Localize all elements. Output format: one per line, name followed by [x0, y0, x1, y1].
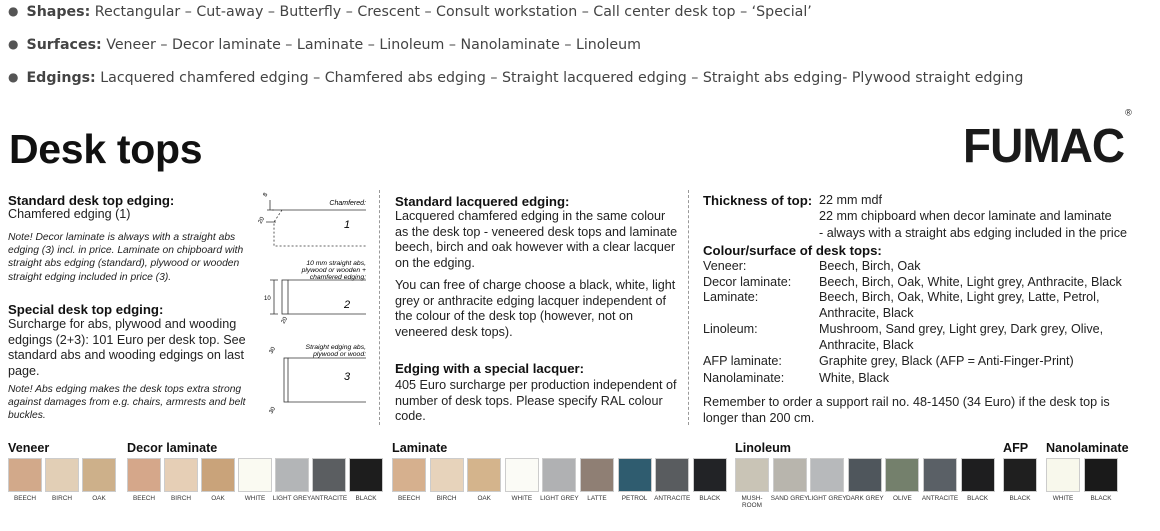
swatch-label: BIRCH: [52, 495, 72, 502]
bullet-text: Rectangular – Cut-away – Butterfly – Crescent – Consult workstation – Call center desk top – ‘Special’: [94, 4, 812, 20]
dim-2a: 10: [264, 296, 271, 302]
profile-3: [284, 358, 366, 402]
swatch-label: ANTRACITE: [654, 495, 691, 502]
colour-row-key: Laminate:: [703, 290, 759, 304]
dim-4: 30: [268, 406, 278, 415]
colour-swatch: [238, 458, 272, 492]
swatch-label: LIGHT GREY: [807, 495, 847, 502]
bullet-shapes: [8, 4, 812, 20]
colour-row-value: Beech, Birch, Oak: [819, 259, 921, 273]
column-divider: [688, 190, 689, 425]
colour-swatch: [275, 458, 309, 492]
special-edging-text: Surcharge for abs, plywood and wooding edgings (2+3): 101 Euro per desk top. See standard abs and wooding edgings on last page.: [8, 317, 246, 378]
special-edging-heading: Special desk top edging:: [8, 302, 164, 317]
dim-1a: 8: [262, 192, 270, 198]
lacquered-edging-text-2: You can free of charge choose a black, white, light grey or anthracite edging lacquer independent of the colour of the desk top (however, not on veneered desk tops).: [395, 278, 676, 339]
colour-swatch: [505, 458, 539, 492]
fumac-logo: [963, 106, 1131, 174]
colour-row-key: Linoleum:: [703, 322, 758, 336]
colour-row-value: Beech, Birch, Oak, White, Light grey, Latte, Petrol,: [819, 290, 1100, 304]
swatch-label: BIRCH: [171, 495, 191, 502]
swatch-group-title: Linoleum: [735, 441, 791, 455]
swatch-label: BIRCH: [436, 495, 457, 502]
swatch-label: PETROL: [621, 495, 648, 502]
dim-3: 30: [268, 346, 278, 355]
colour-swatch: [392, 458, 426, 492]
colour-swatch: [82, 458, 116, 492]
colour-swatch: [542, 458, 576, 492]
lacquered-edging-text: Lacquered chamfered edging in the same colour as the desk top - veneered desk tops and laminate beech, birch and oak however with a clear lacquer on the edging.: [395, 209, 678, 270]
thickness-value-3: - always with a straight abs edging included in the price: [819, 226, 1128, 240]
swatch-label: LIGHT GREY: [272, 495, 312, 502]
swatch-label: LATTE: [587, 495, 607, 502]
colour-swatch: [655, 458, 689, 492]
profile-2: [270, 280, 366, 314]
standard-edging-note: Note! Decor laminate is always with a straight abs edging (3) incl. in price. Laminate on chipboard with straight abs edging (standard), plywood or wooden straight edging included in price (3).: [8, 232, 244, 283]
registered-mark: ®: [1125, 106, 1131, 118]
special-lacquer-heading: Edging with a special lacquer:: [395, 361, 585, 376]
swatch-group-title: Veneer: [8, 441, 50, 455]
colour-row-key: AFP laminate:: [703, 354, 782, 368]
colour-swatch: [467, 458, 501, 492]
swatch-label: DARK GREY: [845, 495, 884, 502]
bullet-text: Veneer – Decor laminate – Laminate – Linoleum – Nanolaminate – Linoleum: [106, 37, 641, 53]
column-divider: [379, 190, 380, 425]
profile-2-number: 2: [344, 299, 351, 311]
page-title: Desk tops: [9, 126, 203, 172]
swatch-group-title: Decor laminate: [127, 441, 218, 455]
colour-row-key: Decor laminate:: [703, 275, 792, 289]
standard-edging-heading: Standard desk top edging:: [8, 193, 175, 208]
colour-swatch: [45, 458, 79, 492]
colour-row-value: Mushroom, Sand grey, Light grey, Dark grey, Olive,: [819, 322, 1104, 336]
support-rail-note: Remember to order a support rail no. 48-1450 (34 Euro) if the desk top is longer than 200 cm.: [703, 395, 1110, 425]
profile-1-number: 1: [344, 219, 351, 231]
swatch-label: BLACK: [699, 495, 721, 502]
colour-row-key: Veneer:: [703, 259, 747, 273]
colour-row-value: Beech, Birch, Oak, White, Light grey, Anthracite, Black: [819, 275, 1122, 289]
colour-swatch: [773, 458, 807, 492]
swatch-label: LIGHT GREY: [540, 495, 579, 502]
colour-swatch: [349, 458, 383, 492]
profile-3-label-b: plywood or wood:: [313, 351, 366, 358]
colour-row-value: Anthracite, Black: [819, 306, 914, 320]
swatch-label: WHITE: [244, 495, 266, 502]
colour-swatch: [923, 458, 957, 492]
profile-3-number: 3: [344, 371, 351, 383]
profile-2-label-a: 10 mm straight abs,: [306, 260, 366, 267]
swatch-label: ANTRACITE: [921, 495, 959, 502]
lacquered-edging-heading: Standard lacquered edging:: [395, 194, 570, 209]
colour-row-value: White, Black: [819, 371, 889, 385]
bullet-text: Lacquered chamfered edging – Chamfered abs edging – Straight lacquered edging – Straight abs edging- Plywood straight edging: [100, 70, 1024, 86]
swatch-label: WHITE: [1052, 495, 1074, 502]
swatch-group-title: AFP: [1003, 441, 1029, 455]
colour-swatch: [580, 458, 614, 492]
swatch-label: BEECH: [13, 495, 37, 502]
swatch-label: WHITE: [511, 495, 533, 502]
swatch-label: BLACK: [1009, 495, 1031, 502]
swatch-label: OAK: [477, 495, 491, 502]
profile-2-label-b: plywood or wooden +: [301, 267, 366, 274]
special-edging-note: Note! Abs edging makes the desk tops extra strong against damages from e.g. chairs, armrests and belt buckles.: [8, 384, 246, 422]
logo-text: FUMAC: [963, 117, 1125, 173]
bullet-label: Shapes:: [26, 4, 91, 20]
swatch-label: OAK: [92, 495, 106, 502]
swatch-label: OLIVE: [892, 495, 912, 502]
colour-swatch: [961, 458, 995, 492]
bullet-dot: ●: [8, 37, 19, 51]
colour-swatch: [8, 458, 42, 492]
colour-swatch: [810, 458, 844, 492]
colour-swatch: [618, 458, 652, 492]
colour-swatch: [127, 458, 161, 492]
swatch-label: BLACK: [967, 495, 989, 502]
thickness-value-2: 22 mm chipboard when decor laminate and laminate: [819, 209, 1112, 223]
dim-1b: 20: [257, 216, 267, 225]
colour-row-key: Nanolaminate:: [703, 371, 785, 385]
profile-1-label: Chamfered:: [329, 200, 366, 207]
bullet-label: Surfaces:: [26, 37, 102, 53]
colour-swatch: [735, 458, 769, 492]
swatch-label: BLACK: [355, 495, 377, 502]
colour-swatch: [164, 458, 198, 492]
colour-swatch: [201, 458, 235, 492]
colour-row-value: Graphite grey, Black (AFP = Anti-Finger-Print): [819, 354, 1074, 368]
bullet-dot: ●: [8, 70, 19, 84]
colour-swatch: [312, 458, 346, 492]
profile-3-label-a: Straight edging abs,: [305, 344, 366, 351]
swatch-label: MUSH-ROOM: [741, 495, 763, 510]
swatch-label: BEECH: [397, 495, 421, 502]
swatch-label: ANTRACITE: [310, 495, 348, 502]
colour-swatch: [848, 458, 882, 492]
bullet-dot: ●: [8, 4, 19, 18]
colour-row-value: Anthracite, Black: [819, 338, 914, 352]
colour-swatch: [1003, 458, 1037, 492]
bullet-surfaces: [8, 37, 641, 53]
profile-2-label-c: chamfered edging:: [309, 274, 366, 281]
thickness-value-1: 22 mm mdf: [819, 193, 882, 207]
thickness-label: Thickness of top:: [703, 193, 813, 208]
colour-swatch: [430, 458, 464, 492]
colour-swatch: [885, 458, 919, 492]
dim-2b: 20: [280, 316, 290, 325]
swatch-label: BLACK: [1090, 495, 1112, 502]
swatch-label: SAND GREY: [770, 495, 809, 502]
colour-swatch: [1046, 458, 1080, 492]
edging-profile-diagram: [257, 188, 372, 418]
colour-surface-heading: Colour/surface of desk tops:: [703, 243, 882, 258]
swatch-label: OAK: [211, 495, 225, 502]
swatch-group-title: Nanolaminate: [1046, 441, 1129, 455]
colour-swatch: [693, 458, 727, 492]
special-lacquer-text: 405 Euro surcharge per production independent of number of desk tops. Please specify RAL colour code.: [395, 378, 677, 424]
swatch-group-title: Laminate: [392, 441, 448, 455]
colour-swatch: [1084, 458, 1118, 492]
bullet-edgings: [8, 70, 1023, 86]
bullet-label: Edgings:: [26, 70, 96, 86]
swatch-label: BEECH: [132, 495, 156, 502]
standard-edging-text: Chamfered edging (1): [8, 207, 131, 221]
